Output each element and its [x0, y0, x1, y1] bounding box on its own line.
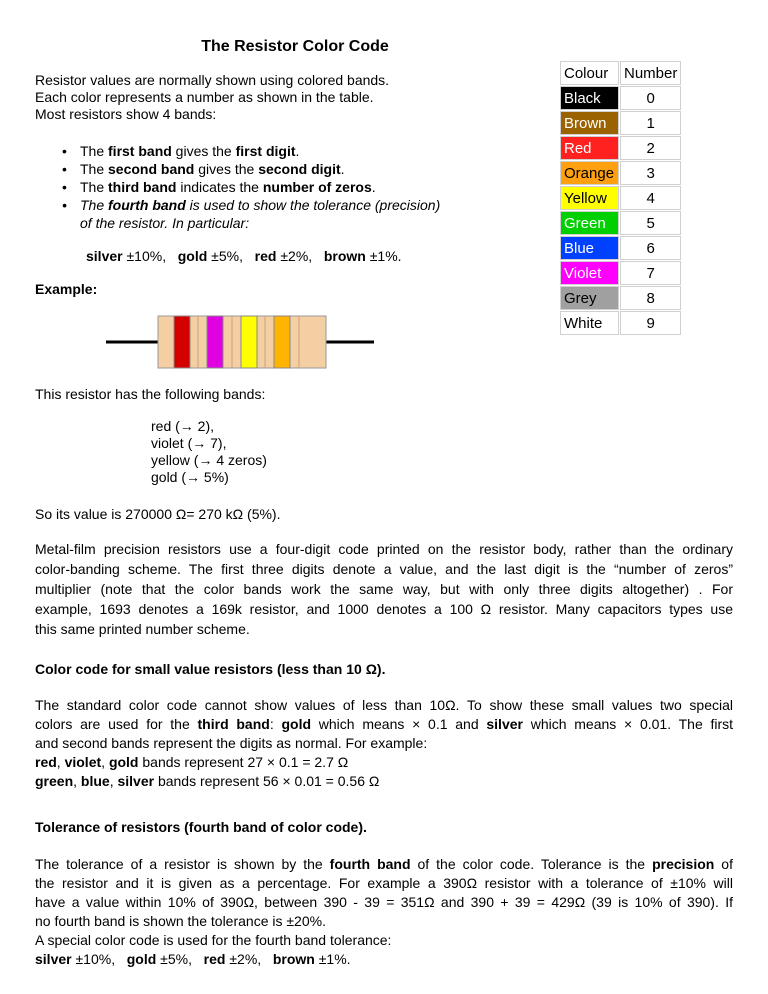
bullet-first-band: • The first band gives the first digit. — [62, 142, 440, 160]
color-number-cell: 8 — [620, 286, 681, 310]
color-row-grey — [560, 286, 681, 310]
color-number-cell: 2 — [620, 136, 681, 160]
intro-line: Most resistors show 4 bands: — [35, 106, 217, 122]
small-value-line: The standard color code cannot show values of less than 10Ω. To show these small values two special — [35, 697, 733, 713]
color-number-cell: 0 — [620, 86, 681, 110]
small-value-example-1: red, violet, gold bands represent 27 × 0.1 = 2.7 Ω — [35, 754, 349, 770]
color-number-cell: 7 — [620, 261, 681, 285]
color-number-cell: 5 — [620, 211, 681, 235]
color-name-cell: Brown — [560, 111, 619, 135]
header-number: Number — [620, 61, 681, 85]
resistor-band-2 — [207, 316, 223, 368]
band-list-item: violet (→ 7), — [151, 435, 227, 451]
color-name-cell: Red — [560, 136, 619, 160]
color-number-cell: 3 — [620, 161, 681, 185]
small-value-line: and second bands represent the digits as normal. For example: — [35, 735, 428, 751]
color-row-black — [560, 86, 681, 110]
color-row-green — [560, 211, 681, 235]
tolerance-line: A special color code is used for the fourth band tolerance: — [35, 932, 392, 948]
band-bullet-list — [62, 142, 440, 232]
page-title: The Resistor Color Code — [201, 38, 389, 55]
metal-film-line: Metal-film precision resistors use a four-digit code printed on the resistor body, rather than the ordinary — [35, 541, 733, 557]
color-name-cell: Grey — [560, 286, 619, 310]
color-number-cell: 4 — [620, 186, 681, 210]
example-label: Example: — [35, 281, 98, 297]
intro-paragraph — [35, 72, 389, 123]
color-name-cell: Green — [560, 211, 619, 235]
tolerance-list-bottom: silver ±10%, gold ±5%, red ±2%, brown ±1%. — [35, 951, 351, 967]
color-row-brown — [560, 111, 681, 135]
table-header-row — [560, 61, 681, 85]
tolerance-heading: Tolerance of resistors (fourth band of color code). — [35, 819, 367, 835]
tolerance-line: have a value within 10% of 390Ω, between 390 - 39 = 351Ω and 390 + 39 = 429Ω (39 is 10% of 390). If — [35, 894, 733, 910]
metal-film-line: multiplier (note that the color bands work the same way, but with only three digits altogether) . For — [35, 581, 733, 597]
bullet-second-band: • The second band gives the second digit. — [62, 160, 440, 178]
color-row-violet — [560, 261, 681, 285]
bands-intro: This resistor has the following bands: — [35, 386, 266, 402]
small-value-example-2: green, blue, silver bands represent 56 × 0.01 = 0.56 Ω — [35, 773, 380, 789]
intro-line: Each color represents a number as shown in the table. — [35, 89, 374, 105]
color-row-red — [560, 136, 681, 160]
band-list-item: gold (→ 5%) — [151, 469, 229, 485]
metal-film-line: color-banding scheme. The first three digits denote a value, and the last digit is the “number of zeros” — [35, 561, 733, 577]
color-row-blue — [560, 236, 681, 260]
color-row-white — [560, 311, 681, 335]
tolerance-list-top: silver ±10%, gold ±5%, red ±2%, brown ±1%. — [86, 248, 402, 264]
intro-line: Resistor values are normally shown using colored bands. — [35, 72, 390, 88]
color-name-cell: Black — [560, 86, 619, 110]
bullet-fourth-band: • The fourth band is used to show the tolerance (precision) of the resistor. In particular: — [62, 196, 440, 232]
header-colour: Colour — [560, 61, 619, 85]
tolerance-line: no fourth band is shown the tolerance is ±20%. — [35, 913, 326, 929]
tolerance-line: the resistor and it is given as a percentage. For example a 390Ω resistor with a tolerance of ±10% will — [35, 875, 733, 891]
color-number-cell: 6 — [620, 236, 681, 260]
resistor-band-1 — [174, 316, 190, 368]
color-name-cell: Violet — [560, 261, 619, 285]
color-name-cell: Orange — [560, 161, 619, 185]
resistor-band-3 — [241, 316, 257, 368]
small-value-line: colors are used for the third band: gold which means × 0.1 and silver which means × 0.01. The first — [35, 716, 734, 732]
color-code-table — [559, 60, 682, 336]
band-list-item: yellow (→ 4 zeros) — [151, 452, 267, 468]
color-name-cell: Blue — [560, 236, 619, 260]
color-number-cell: 9 — [620, 311, 681, 335]
band-list-item: red (→ 2), — [151, 418, 215, 434]
metal-film-line: this same printed number scheme. — [35, 621, 250, 637]
bands-list — [151, 418, 267, 486]
color-name-cell: Yellow — [560, 186, 619, 210]
color-row-orange — [560, 161, 681, 185]
value-line: So its value is 270000 Ω= 270 kΩ (5%). — [35, 506, 281, 522]
tolerance-line: The tolerance of a resistor is shown by the fourth band of the color code. Tolerance is the precision of — [35, 856, 733, 872]
color-name-cell: White — [560, 311, 619, 335]
color-row-yellow — [560, 186, 681, 210]
resistor-diagram — [106, 314, 376, 370]
small-value-heading: Color code for small value resistors (less than 10 Ω). — [35, 661, 386, 677]
bullet-third-band: • The third band indicates the number of zeros. — [62, 178, 440, 196]
resistor-band-4 — [274, 316, 290, 368]
metal-film-line: example, 1693 denotes a 169k resistor, and 1000 denotes a 100 Ω resistor. Many capacitors types use — [35, 601, 733, 617]
color-number-cell: 1 — [620, 111, 681, 135]
